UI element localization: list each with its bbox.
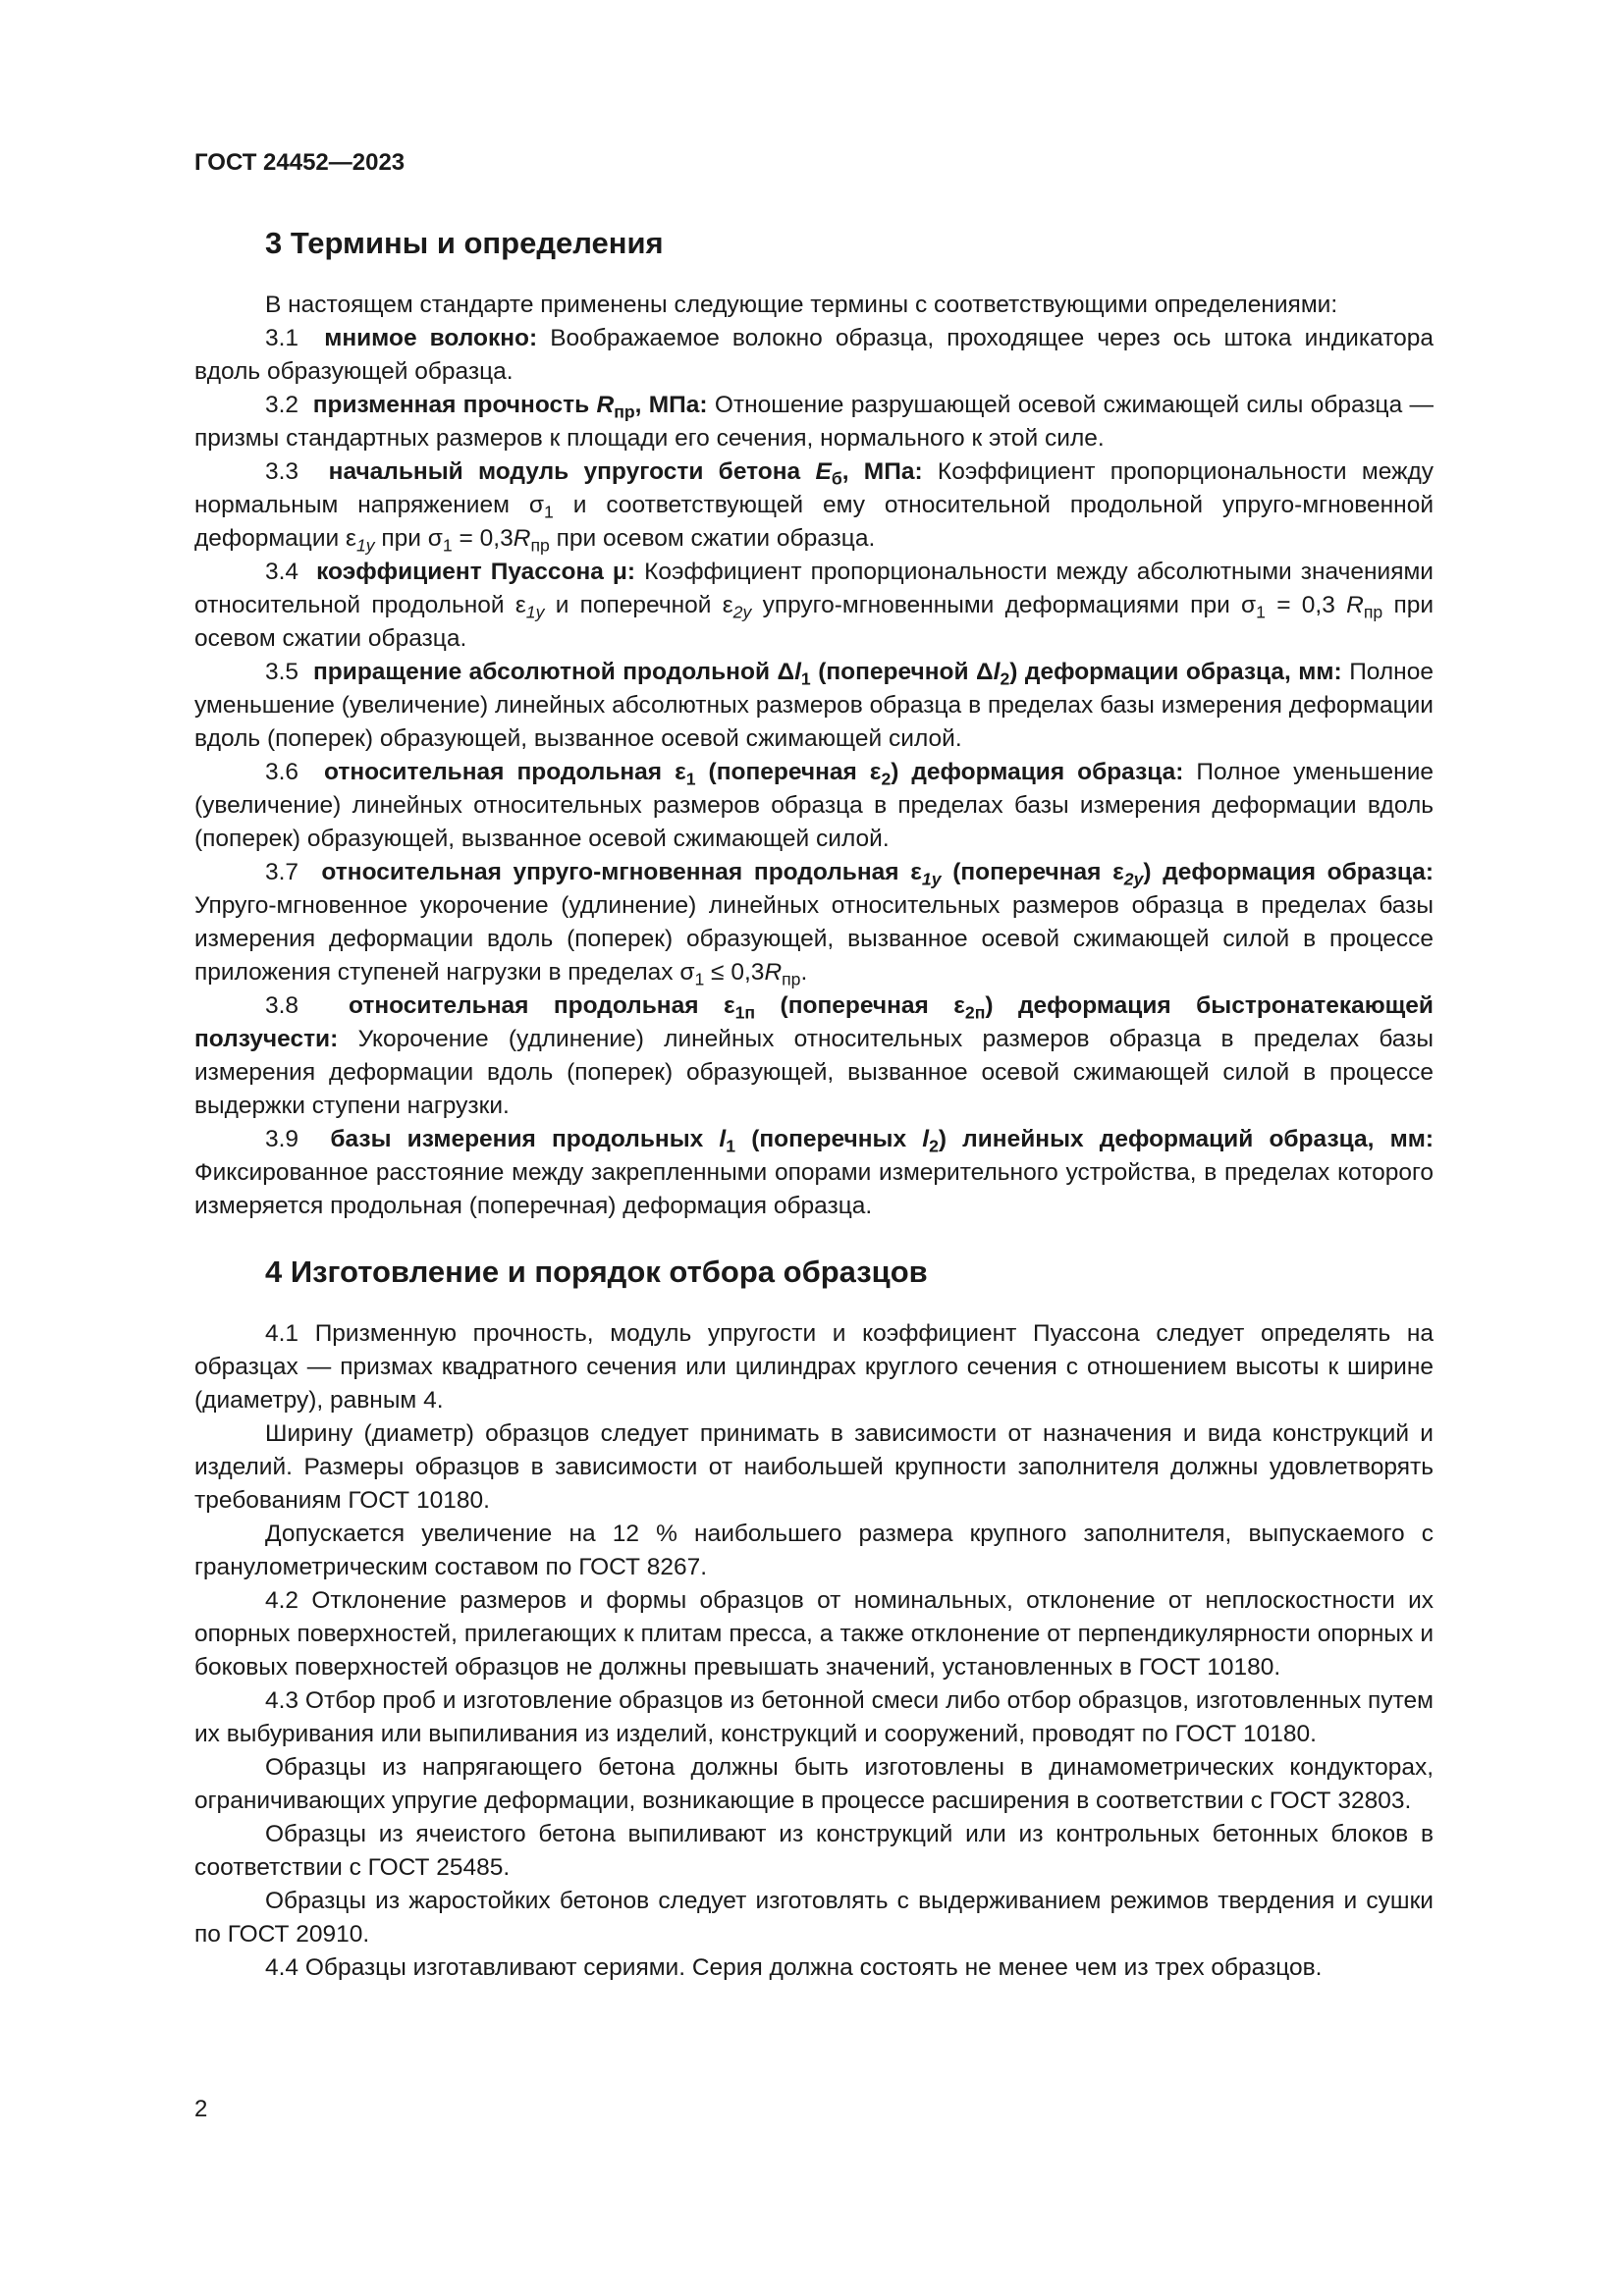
term-3-2: 3.2 призменная прочность $R_{пр}$, МПа: Отношение разрушающей осевой сжимающей силы образца — призмы стандартных размеров к площади его сечения, нормального к этой силе. xyxy=(194,392,1435,452)
document-header: ГОСТ 24452—2023 xyxy=(194,149,406,176)
term-3-6-name: относительная продольная $\varepsilon_1$ (поперечная $\varepsilon_2$) деформация образца: xyxy=(324,759,1184,789)
term-3-9-name: базы измерения продольных $l_1$ (поперечных $l_2$) линейных деформаций образца, мм: xyxy=(330,1126,1434,1156)
term-3-5-name: приращение абсолютной продольной $\Delta l_1$ (поперечной $\Delta l_2$) деформации образца, мм: xyxy=(313,659,1342,689)
paragraph-4-2: 4.2 Отклонение размеров и формы образцов от номинальных, отклонение от неплоскостности их опорных поверхностей, прилегающих к плитам пресса, а также отклонение от перпендикулярности опорных и боковых поверхностей образцов не должны превышать значений, установленных в ГОСТ 10180. xyxy=(194,1587,1434,1681)
paragraph-4-1-width: Ширину (диаметр) образцов следует принимать в зависимости от назначения и вида конструкций и изделий. Размеры образцов в зависимости от наибольшей крупности заполнителя должны удовлетворять требованиям ГОСТ 10180. xyxy=(194,1420,1434,1514)
term-3-5: 3.5 приращение абсолютной продольной $\Delta l_1$ (поперечной $\Delta l_2$) деформации образца, мм: Полное уменьшение (увеличение) линейных абсолютных размеров образца в пределах базы измерения деформации вдоль (поперек) образующей, вызванное осевой сжимающей силой. xyxy=(194,659,1434,752)
term-3-8: 3.8 относительная продольная $\varepsilon_{1п}$ (поперечная $\varepsilon_{2п}$) деформация быстронатекающей ползучести: Укорочение (удлинение) линейных относительных размеров образца в пределах базы измерения деформации вдоль (поперек) образующей, вызванное осевой сжимающей силой в процессе выдержки ступени нагрузки. xyxy=(194,992,1434,1119)
term-3-6: 3.6 относительная продольная $\varepsilon_1$ (поперечная $\varepsilon_2$) деформация образца: Полное уменьшение (увеличение) линейных относительных размеров образца в пределах базы измерения деформации вдоль (поперек) образующей, вызванное осевой сжимающей силой. xyxy=(194,759,1435,852)
paragraph-4-1-aggregate: Допускается увеличение на 12 % наибольшего размера крупного заполнителя, выпускаемого с гранулометрическим составом по ГОСТ 8267. xyxy=(194,1521,1434,1580)
term-3-7: 3.7 относительная упруго-мгновенная продольная $\varepsilon_{1y}$ (поперечная $\varepsilon_{2y}$) деформация образца: Упруго-мгновенное укорочение (удлинение) линейных относительных размеров образца в пределах базы измерения деформации вдоль (поперек) образующей, вызванное осевой сжимающей силой в процессе приложения ступеней нагрузки в пределах $\sigma_1 \le 0,3R_{пр}$. xyxy=(194,859,1434,989)
paragraph-4-3-cellular: Образцы из ячеистого бетона выпиливают из конструкций или из контрольных бетонных блоков в соответствии с ГОСТ 25485. xyxy=(194,1821,1434,1881)
term-3-4-name: коэффициент Пуассона μ: xyxy=(316,559,636,585)
term-3-2-name: призменная прочность $R_{пр}$, МПа: xyxy=(312,392,708,422)
paragraph-4-3-heat-resistant: Образцы из жаростойких бетонов следует изготовлять с выдерживанием режимов твердения и сушки по ГОСТ 20910. xyxy=(194,1888,1434,1948)
term-3-7-name: относительная упруго-мгновенная продольная $\varepsilon_{1y}$ (поперечная $\varepsilon_{2y}$) деформация образца: xyxy=(321,859,1434,889)
term-3-9: 3.9 базы измерения продольных $l_1$ (поперечных $l_2$) линейных деформаций образца, мм: Фиксированное расстояние между закрепленными опорами измерительного устройства, в пределах которого измеряется продольная (поперечная) деформация образца. xyxy=(194,1126,1434,1219)
paragraph-4-3: 4.3 Отбор проб и изготовление образцов из бетонной смеси либо отбор образцов, изготовленных путем их выбуривания или выпиливания из изделий, конструкций и сооружений, проводят по ГОСТ 10180. xyxy=(194,1687,1434,1747)
section-3-intro: В настоящем стандарте применены следующие термины с соответствующими определениями: xyxy=(265,292,1338,318)
paragraph-4-3-expanding: Образцы из напрягающего бетона должны быть изготовлены в динамометрических кондукторах, ограничивающих упругие деформации, возникающие в процессе расширения в соответствии с ГОСТ 32803. xyxy=(194,1754,1434,1814)
paragraph-4-1: 4.1 Призменную прочность, модуль упругости и коэффициент Пуассона следует определять на образцах — призмах квадратного сечения или цилиндрах круглого сечения с отношением высоты к ширине (диаметру), равным 4. xyxy=(194,1320,1434,1414)
term-3-1: 3.1 мнимое волокно: Воображаемое волокно образца, проходящее через ось штока индикатора вдоль образующей образца. xyxy=(194,325,1434,385)
document-body xyxy=(194,224,1434,1985)
term-3-1-name: мнимое волокно: xyxy=(324,325,538,351)
paragraph-4-4: 4.4 Образцы изготавливают сериями. Серия должна состоять не менее чем из трех образцов. xyxy=(265,1954,1323,1981)
term-3-4: 3.4 коэффициент Пуассона μ: Коэффициент пропорциональности между абсолютными значениями относительной продольной $\varepsilon_{1y}$ и поперечной $\varepsilon_{2y}$ упруго-мгновенными деформациями при $\sigma_1 = 0,3$ $R_{пр}$ при осевом сжатии образца. xyxy=(194,559,1435,652)
page-number: 2 xyxy=(194,2096,208,2122)
section-3-heading: 3 Термины и определения xyxy=(265,226,664,260)
section-4-heading: 4 Изготовление и порядок отбора образцов xyxy=(265,1255,928,1289)
term-3-3: 3.3 начальный модуль упругости бетона $E_б$, МПа: Коэффициент пропорциональности между нормальным напряжением $\sigma_1$ и соответствующей ему относительной продольной упруго-мгновенной деформации $\varepsilon_{1y}$ при $\sigma_1 = 0,3R_{пр}$ при осевом сжатии образца. xyxy=(194,458,1435,556)
term-3-3-name: начальный модуль упругости бетона $E_б$, МПа: xyxy=(328,458,923,489)
term-3-8-name: относительная продольная $\varepsilon_{1п}$ (поперечная $\varepsilon_{2п}$) деформация быстронатекающей ползучести: xyxy=(194,992,1434,1052)
